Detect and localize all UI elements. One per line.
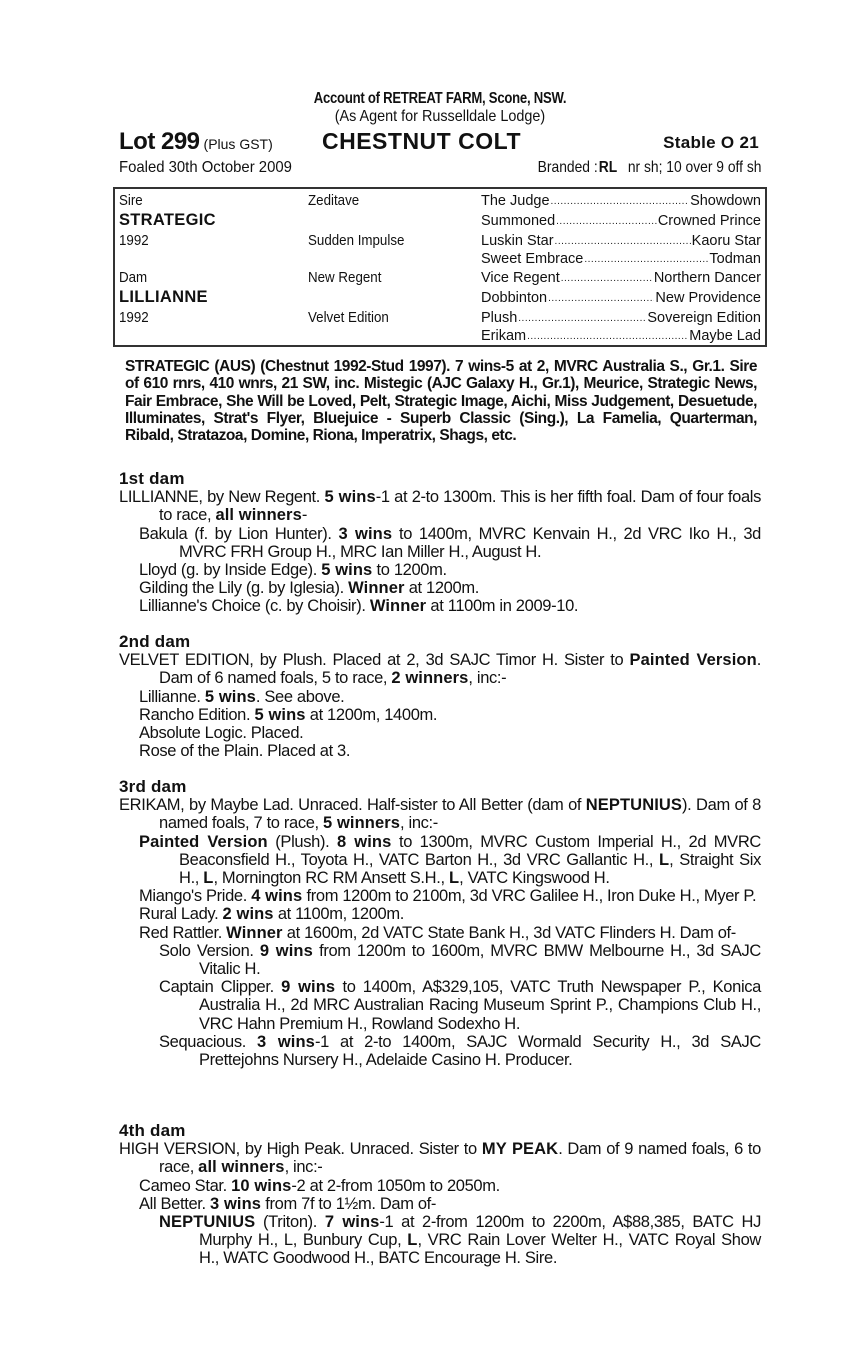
lot-line — [119, 128, 761, 156]
dam-summary: VELVET EDITION, by Plush. Placed at 2, 3d SAJC Timor H. Sister to Painted Version. Dam of 6 named foals, 5 to race, 2 winners, inc:- — [119, 651, 761, 688]
progeny-entry: Painted Version (Plush). 8 wins to 1300m, MVRC Custom Imperial H., 2d MVRC Beaconsfield H., Toyota H., VATC Barton H., 3d VRC Gallantic H., L, Straight Six H., L, Mornington RC RM Ansett S.H., L, VATC Kingswood H. — [139, 832, 761, 888]
lot-number: Lot 299 (Plus GST) — [119, 128, 273, 155]
dam-summary: HIGH VERSION, by High Peak. Unraced. Sister to MY PEAK. Dam of 9 named foals, 6 to race, all winners, inc:- — [119, 1140, 761, 1177]
section-title: 1st dam — [119, 469, 185, 488]
stable-number: Stable O 21 — [663, 133, 759, 152]
great-grandparent-row: Vice Regent ..... Northern Dancer — [481, 270, 761, 286]
leader-dots — [556, 212, 657, 228]
sire-sire: Zeditave — [308, 193, 360, 209]
brand-mark: RL — [598, 159, 618, 176]
plus-gst-note: (Plus GST) — [203, 136, 273, 152]
foaled-date: Foaled 30th October 2009 — [119, 159, 292, 176]
pedigree-box — [113, 187, 767, 347]
dam-section-1 — [119, 470, 761, 616]
progeny-entry: Gilding the Lily (g. by Iglesia). Winner at 1200m. — [139, 579, 479, 598]
dam-section-2 — [119, 633, 761, 760]
brand-info: Branded :RLnr sh; 10 over 9 off sh — [537, 159, 761, 176]
vendor-account: Account of RETREAT FARM, Scone, NSW. — [313, 90, 567, 107]
lot-description: CHESTNUT COLT — [322, 128, 522, 154]
section-title: 4th dam — [119, 1121, 186, 1140]
progeny-entry: All Better. 3 wins from 7f to 1½m. Dam of- — [139, 1194, 437, 1213]
sire-year: 1992 — [119, 233, 149, 249]
progeny-entry: Miango's Pride. 4 wins from 1200m to 2100m, 3d VRC Galilee H., Iron Duke H., Myer P. — [139, 887, 757, 906]
great-grandparent-row: Plush ..... Sovereign Edition — [481, 310, 761, 326]
leader-dots — [561, 269, 653, 285]
leader-dots — [548, 289, 654, 305]
great-grandparent-row: Sweet Embrace ..... Todman — [481, 251, 761, 267]
progeny-entry: Captain Clipper. 9 wins to 1400m, A$329,105, VATC Truth Newspaper P., Konica Australia H., 2d MRC Australian Racing Museum Sprint P., Champions Club H., VRC Hahn Premium H., Rowland Sodexho H. — [159, 978, 761, 1033]
progeny-entry: NEPTUNIUS (Triton). 7 wins-1 at 2-from 1200m to 2200m, A$88,385, BATC HJ Murphy H., L, Bunbury Cup, L, VRC Rain Lover Welter H., VATC Royal Show H., WATC Goodwood H., BATC Encourage H. Sire. — [159, 1213, 761, 1268]
great-grandparent-row: The Judge ..... Showdown — [481, 193, 761, 209]
sire-name: STRATEGIC — [119, 211, 216, 229]
section-title: 3rd dam — [119, 777, 187, 796]
dam-year: 1992 — [119, 310, 149, 326]
progeny-entry: Lloyd (g. by Inside Edge). 5 wins to 1200m. — [139, 561, 447, 580]
great-grandparent-row: Dobbinton ..... New Providence — [481, 290, 761, 306]
sire-description: STRATEGIC (AUS) (Chestnut 1992-Stud 1997). 7 wins-5 at 2, MVRC Australia S., Gr.1. Sire of 610 rnrs, 410 wnrs, 21 SW, inc. Mistegic (AJC Galaxy H., Gr.1), Meurice, Strategic News, Fair Embrace, She Will be Loved, Pelt, Strategic Image, Aichi, Miss Judgement, Desuetude, Illuminates, Strat's Flyer, Bluejuice - Superb Classic (Sing.), La Famelia, Quarterman, Ribald, Stratazoa, Domine, Riona, Imperatrix, Shags, etc. — [125, 358, 757, 445]
dam-dam: Velvet Edition — [308, 310, 389, 326]
progeny-entry: Cameo Star. 10 wins-2 at 2-from 1050m to 2050m. — [139, 1176, 500, 1195]
progeny-entry: Sequacious. 3 wins-1 at 2-to 1400m, SAJC Wormald Security H., 3d SAJC Prettejohns Nursery H., Adelaide Casino H. Producer. — [159, 1032, 761, 1070]
progeny-entry: Rancho Edition. 5 wins at 1200m, 1400m. — [139, 705, 438, 724]
leader-dots — [518, 309, 646, 325]
progeny-entry: Red Rattler. Winner at 1600m, 2d VATC State Bank H., 3d VATC Flinders H. Dam of- — [139, 923, 736, 942]
sire-dam: Sudden Impulse — [308, 233, 405, 249]
progeny-entry: Lillianne. 5 wins. See above. — [139, 687, 345, 706]
progeny-entry: Rose of the Plain. Placed at 3. — [139, 742, 351, 761]
progeny-entry: Solo Version. 9 wins from 1200m to 1600m, MVRC BMW Melbourne H., 3d SAJC Vitalic H. — [159, 941, 761, 979]
dam-summary: ERIKAM, by Maybe Lad. Unraced. Half-sister to All Better (dam of NEPTUNIUS). Dam of 8 named foals, 7 to race, 5 winners, inc:- — [119, 796, 761, 833]
progeny-entry: Bakula (f. by Lion Hunter). 3 wins to 1400m, MVRC Kenvain H., 2d VRC Iko H., 3d MVRC FRH Group H., MRC Ian Miller H., August H. — [139, 524, 761, 561]
agent-note: (As Agent for Russelldale Lodge) — [334, 108, 546, 125]
great-grandparent-row: Summoned ..... Crowned Prince — [481, 213, 761, 229]
dam-section-4 — [119, 1122, 761, 1268]
leader-dots — [584, 250, 708, 266]
dam-summary: LILLIANNE, by New Regent. 5 wins-1 at 2-to 1300m. This is her fifth foal. Dam of four foals to race, all winners- — [119, 488, 761, 525]
leader-dots — [551, 192, 690, 208]
dam-sire: New Regent — [308, 270, 382, 286]
leader-dots — [555, 232, 691, 248]
leader-dots — [527, 327, 688, 343]
dam-section-3 — [119, 778, 761, 1069]
dam-name: LILLIANNE — [119, 288, 208, 306]
great-grandparent-row: Erikam ..... Maybe Lad — [481, 328, 761, 344]
progeny-entry: Absolute Logic. Placed. — [139, 724, 304, 743]
progeny-entry: Lillianne's Choice (c. by Choisir). Winner at 1100m in 2009-10. — [139, 597, 579, 616]
dam-label: Dam — [119, 270, 148, 286]
sire-label: Sire — [119, 193, 143, 209]
section-title: 2nd dam — [119, 632, 191, 651]
great-grandparent-row: Luskin Star ..... Kaoru Star — [481, 233, 761, 249]
progeny-entry: Rural Lady. 2 wins at 1100m, 1200m. — [139, 905, 405, 924]
